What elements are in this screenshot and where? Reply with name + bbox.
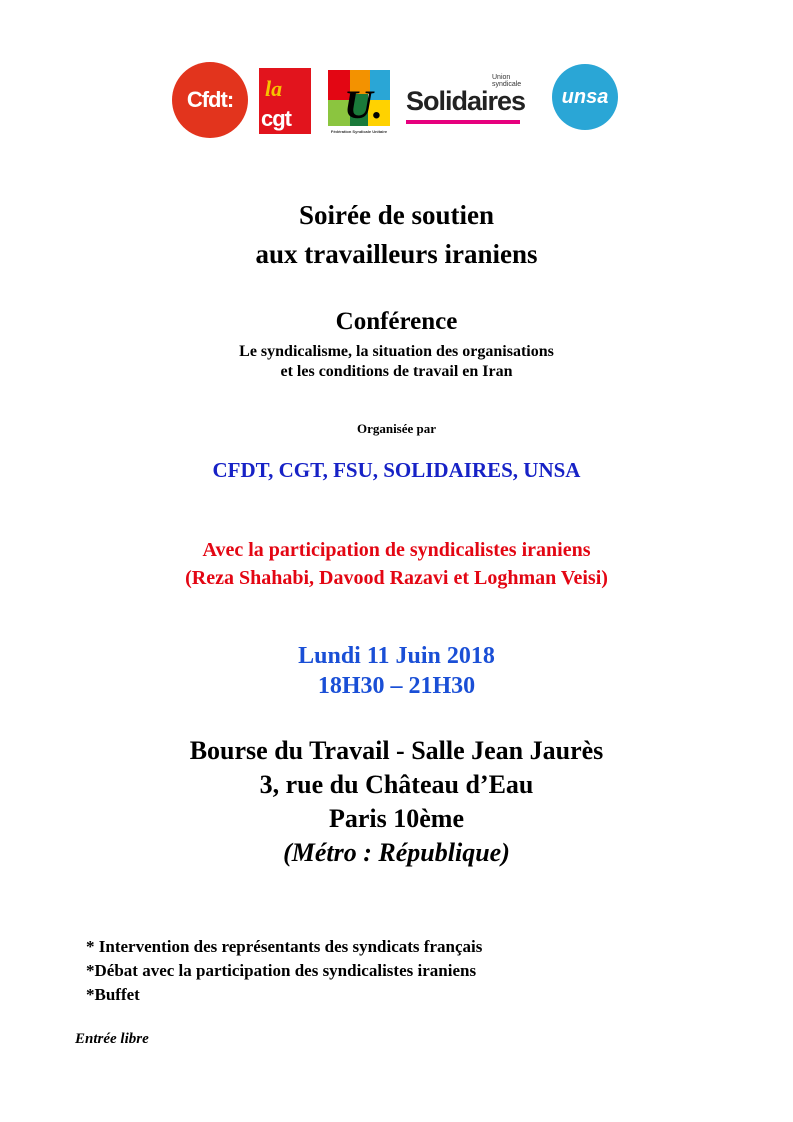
- cfdt-logo-text: Cfdt:: [186, 87, 234, 112]
- venue-name: Bourse du Travail - Salle Jean Jaurès: [189, 736, 604, 765]
- cgt-logo: [259, 68, 311, 134]
- conference-subtitle-2: et les conditions de travail en Iran: [280, 363, 513, 380]
- event-date: Lundi 11 Juin 2018: [298, 643, 495, 669]
- programme-item: * Intervention des représentants des syndicats français: [86, 937, 483, 956]
- venue-street: 3, rue du Château d’Eau: [259, 770, 534, 799]
- fsu-logo-caption: Fédération Syndicale Unitaire: [330, 129, 388, 134]
- cgt-logo-text: cgt: [261, 106, 291, 131]
- conference-subtitle-1: Le syndicalisme, la situation des organisations: [239, 343, 554, 360]
- fsu-logo-text: U.: [344, 82, 383, 127]
- solidaires-logo-bar: [406, 120, 520, 124]
- unsa-logo-text: unsa: [561, 85, 609, 108]
- programme-item: *Buffet: [86, 985, 140, 1004]
- event-time: 18H30 – 21H30: [317, 673, 476, 699]
- organised-by-label: Organisée par: [356, 421, 437, 436]
- venue-city: Paris 10ème: [328, 804, 464, 833]
- title-line-1: Soirée de soutien: [299, 200, 494, 230]
- cfdt-logo: [172, 62, 248, 138]
- solidaires-logo-sub: Union syndicale: [492, 74, 522, 88]
- fsu-logo: [326, 70, 392, 136]
- participation-line-1: Avec la participation de syndicalistes iraniens: [202, 539, 591, 561]
- cgt-logo-la: la: [265, 76, 283, 101]
- conference-heading: Conférence: [335, 308, 458, 335]
- unsa-logo: [552, 64, 618, 130]
- solidaires-logo-text: Solidaires: [406, 86, 526, 116]
- programme-item: *Débat avec la participation des syndicalistes iraniens: [86, 961, 477, 980]
- venue-metro: (Métro : République): [283, 838, 510, 867]
- solidaires-logo: [406, 74, 530, 122]
- entry-note: Entrée libre: [75, 1031, 149, 1047]
- organisers-list: CFDT, CGT, FSU, SOLIDAIRES, UNSA: [212, 458, 581, 482]
- programme-list: [86, 935, 482, 1007]
- participation-line-2: (Reza Shahabi, Davood Razavi et Loghman Veisi): [185, 567, 608, 589]
- union-logos: [170, 62, 630, 140]
- title-line-2: aux travailleurs iraniens: [255, 239, 538, 269]
